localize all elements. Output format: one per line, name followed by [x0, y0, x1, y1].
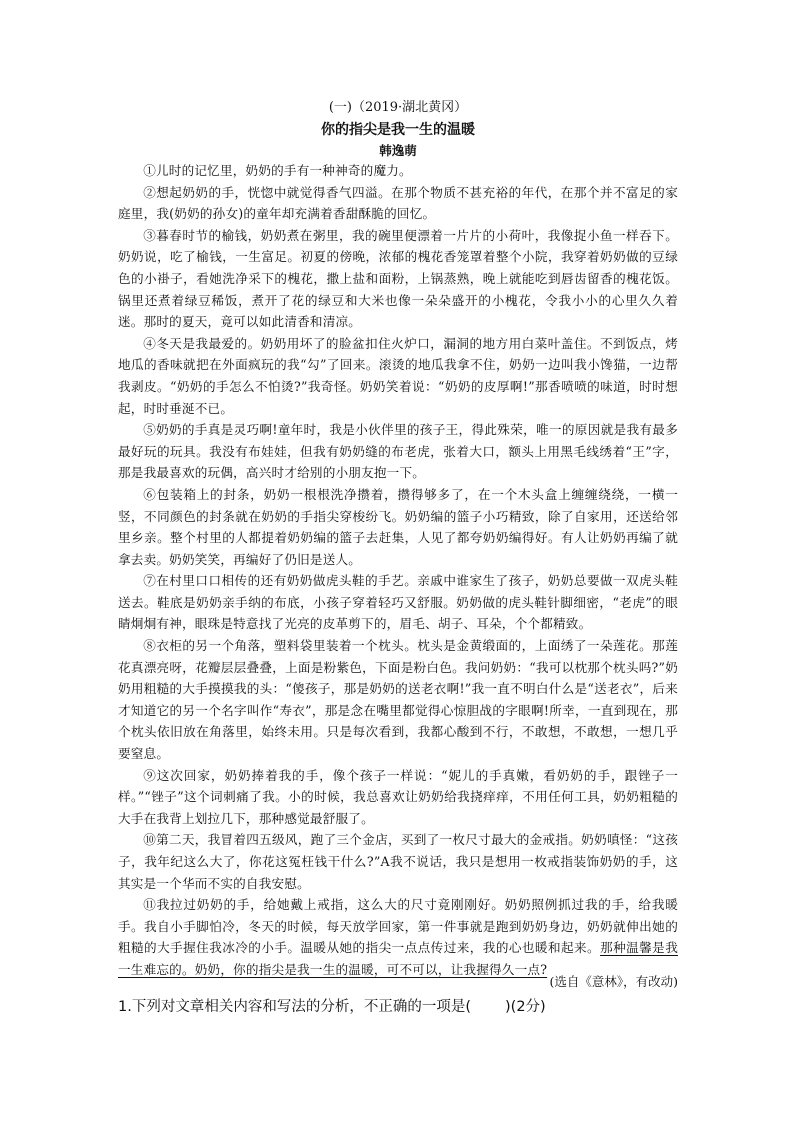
paragraph-8: ⑧衣柜的另一个角落，塑料袋里装着一个枕头。枕头是金黄缎面的，上面绣了一朵莲花。那莲花真漂亮呀，花瓣层层叠叠，上面是粉紫色，下面是粉白色。我问奶奶：“我可以枕那个枕头吗?”奶奶用粗糙的大手摸摸我的头：“傻孩子，那是奶奶的送老衣啊!”我一直不明白什么是“送老衣”，后来才知道它的另一个名字叫作“寿衣”，那是念在嘴里都觉得心惊胆战的字眼啊!所幸，一直到现在，那个枕头依旧放在角落里，始终未用。只是每次看到，我都心酸到不行，不敢想，不敢想，一想几乎要窒息。 — [118, 638, 678, 762]
paragraph-11-text: ⑪我拉过奶奶的手，给她戴上戒指，这么大的尺寸竟刚刚好。奶奶照例抓过我的手，给我暖手。我自小手脚怕冷，冬天的时候，每天放学回家，第一件事就是跑到奶奶身边，奶奶就伸出她的粗糙的大手握住我冰冷的小手。温暖从她的指尖一点点传过来，我的心也暖和起来。 — [118, 897, 678, 956]
paragraph-3: ③暮春时节的榆钱，奶奶煮在粥里，我的碗里便漂着一片片的小荷叶，我像捉小鱼一样吞下。奶奶说，吃了榆钱，一生富足。初夏的傍晚，浓郁的槐花香笼罩着整个小院，我穿着奶奶做的豆绿色的小褂子，看她洗净采下的槐花，撒上盐和面粉，上锅蒸熟，晚上就能吃到唇齿留香的槐花饭。锅里还煮着绿豆稀饭，煮开了花的绿豆和大米也像一朵朵盛开的小槐花，令我小小的心里久久着迷。那时的夏天，竟可以如此清香和清凉。 — [118, 227, 678, 330]
passage-attribution: (选自《意林》，有改动) — [549, 974, 678, 989]
paragraph-11 — [118, 894, 678, 980]
paragraph-7: ⑦在村里口口相传的还有奶奶做虎头鞋的手艺。亲戚中谁家生了孩子，奶奶总要做一双虎头鞋送去。鞋底是奶奶亲手纳的布底，小孩子穿着轻巧又舒服。奶奶做的虎头鞋针脚细密，“老虎”的眼睛炯炯有神，眼珠是特意找了光亮的皮革剪下的，眉毛、胡子、耳朵，个个都精致。 — [118, 573, 678, 632]
paragraph-4: ④冬天是我最爱的。奶奶用坏了的脸盆扣住火炉口，漏洞的地方用白菜叶盖住。不到饭点，烤地瓜的香味就把在外面疯玩的我“勾”了回来。滚烫的地瓜我拿不住，奶奶一边叫我小馋猫，一边帮我剥皮。“奶奶的手怎么不怕烫?”我奇怪。奶奶笑着说：“奶奶的皮厚啊!”那香喷喷的味道，时时想起，时时垂涎不已。 — [118, 335, 678, 416]
question-1-points: )(2分) — [505, 999, 546, 1015]
paragraph-1: ①儿时的记忆里，奶奶的手有一种神奇的魔力。 — [143, 163, 412, 178]
paragraph-5: ⑤奶奶的手真是灵巧啊!童年时，我是小伙伴里的孩子王，得此殊荣，唯一的原因就是我有最多最好玩的玩具。我没有布娃娃，但我有奶奶缝的布老虎，张着大口，额头上用黑毛线绣着“王”字，那是我最喜欢的玩偶，高兴时才给别的小朋友抱一下。 — [118, 422, 678, 481]
paragraph-9: ⑨这次回家，奶奶捧着我的手，像个孩子一样说：“妮儿的手真嫩，看奶奶的手，跟锉子一样。”“锉子”这个词刺痛了我。小的时候，我总喜欢让奶奶给我挠痒痒，不用任何工具，奶奶粗糙的大手在我背上划拉几下，那种感觉最舒服了。 — [118, 767, 678, 826]
passage-title: 你的指尖是我一生的温暖 — [321, 122, 475, 138]
passage-body — [118, 160, 678, 981]
question-1 — [118, 995, 718, 1016]
paragraph-2: ②想起奶奶的手，恍惚中就觉得香气四溢。在那个物质不甚充裕的年代，在那个并不富足的家庭里，我(奶奶的孙女)的童年却充满着香甜酥脆的回忆。 — [118, 184, 678, 222]
question-1-stem: 1.下列对文章相关内容和写法的分析，不正确的一项是( — [118, 999, 471, 1015]
passage-source: (一)（2019·湖北黄冈） — [328, 100, 468, 115]
passage-author: 韩逸萌 — [379, 143, 417, 158]
paragraph-6: ⑥包装箱上的封条，奶奶一根根洗净攒着，攒得够多了，在一个木头盒上缠缠绕绕，一横一竖，不同颜色的封条就在奶奶的手指尖穿梭纷飞。奶奶编的篮子小巧精致，除了自家用，还送给邻里乡亲。整个村里的人都提着奶奶编的篮子去赶集，人见了都夸奶奶编得好。有人让奶奶再编了就拿去卖。奶奶笑笑，再编好了仍旧是送人。 — [118, 486, 678, 567]
paragraph-10: ⑩第二天，我冒着四五级风，跑了三个金店，买到了一枚尺寸最大的金戒指。奶奶嗔怪：“这孩子，我年纪这么大了，你花这冤枉钱干什么?”A我不说话，我只是想用一枚戒指装饰奶奶的手，这其实是一个华而不实的自我安慰。 — [118, 832, 678, 891]
underlined-sentence: 那种温馨是我一生难忘的。奶奶，你的指尖是我一生的温暖，可不可以，让我握得久一点? — [118, 940, 678, 977]
